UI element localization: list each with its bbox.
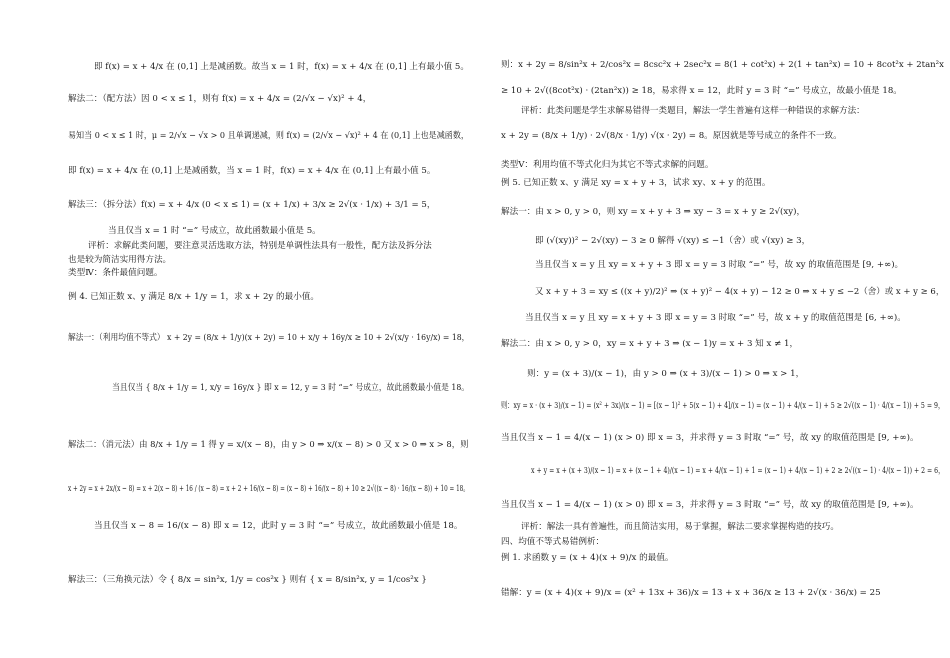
left-line-15: 当且仅当 x − 8 = 16/(x − 8) 即 x = 12，此时 y = 3 时 “=” 号成立，故此函数最小值是 18。 [94, 521, 463, 531]
left-line-10: 例 4. 已知正数 x、y 满足 8/x + 1/y = 1，求 x + 2y 的最小值。 [68, 292, 319, 302]
left-line-16: 解法三：（三角换元法）令 { 8/x = sin²x, 1/y = cos²x } 则有 { x = 8/sin²x, y = 1/cos²x } [68, 575, 427, 585]
right-line-5: 类型Ⅴ：利用均值不等式化归为其它不等式求解的问题。 [501, 160, 714, 170]
right-column [475, 0, 950, 658]
right-line-14: 则：xy = x · (x + 3)/(x − 1) = (x² + 3x)/(x − 1) = [(x − 1)² + 5(x − 1) + 4]/(x − 1) = (x − 1) + 4/(x − 1) + 5 ≥ 2√((x − 1) · 4/(x − 1)) + 5 = 9， [501, 401, 945, 411]
left-line-6: 当且仅当 x = 1 时 “=” 号成立，故此函数最小值是 5。 [108, 226, 321, 236]
right-line-4: x + 2y = (8/x + 1/y) · 2√(8/x · 1/y) √(x · 2y) = 8。原因就是等号成立的条件不一致。 [501, 131, 842, 141]
right-line-12: 解法二：由 x > 0, y > 0，xy = x + y + 3 ⇒ (x − 1)y = x + 3 知 x ≠ 1， [501, 339, 799, 349]
right-line-21: 错解：y = (x + 4)(x + 9)/x = (x² + 13x + 36)/x = 13 + x + 36/x ≥ 13 + 2√(x · 36/x) = 25 [501, 588, 881, 598]
right-line-1: 则：x + 2y = 8/sin²x + 2/cos²x = 8csc²x + 2sec²x = 8(1 + cot²x) + 2(1 + tan²x) = 10 + 8cot²x + 2tan²x [501, 60, 944, 70]
left-line-5: 解法三：（拆分法）f(x) = x + 4/x (0 < x ≤ 1) = (x + 1/x) + 3/x ≥ 2√(x · 1/x) + 3/1 = 5， [68, 200, 436, 210]
right-line-15: 当且仅当 x − 1 = 4/(x − 1) (x > 0) 即 x = 3，并求得 y = 3 时取 “=” 号，故 xy 的取值范围是 [9, +∞)。 [501, 433, 919, 443]
right-line-16: x + y = x + (x + 3)/(x − 1) = x + (x − 1 + 4)/(x − 1) = x + 4/(x − 1) + 1 = (x − 1) + 4/(x − 1) + 2 ≥ 2√((x − 1) · 4/(x − 1)) + 2 = 6， [531, 466, 945, 476]
left-line-2: 解法二：（配方法）因 0 < x ≤ 1，则有 f(x) = x + 4/x = (2/√x − √x)² + 4， [68, 94, 372, 104]
right-line-10: 又 x + y + 3 = xy ≤ ((x + y)/2)² ⇒ (x + y)² − 4(x + y) − 12 ≥ 0 ⇒ x + y ≤ −2（舍）或 x + y ≥ 6， [535, 287, 945, 297]
left-line-9: 类型Ⅳ：条件最值问题。 [68, 268, 163, 278]
right-line-18: 评析：解法一具有普遍性，而且简洁实用，易于掌握，解法二要求掌握构造的技巧。 [521, 522, 839, 532]
right-line-2: ≥ 10 + 2√((8cot²x) · (2tan²x)) ≥ 18，易求得 x = 12，此时 y = 3 时 “=” 号成立，故最小值是 18。 [501, 86, 902, 96]
right-line-17: 当且仅当 x − 1 = 4/(x − 1) (x > 0) 即 x = 3，并求得 y = 3 时取 “=” 号，故 xy 的取值范围是 [9, +∞)。 [501, 500, 919, 510]
right-line-20: 例 1. 求函数 y = (x + 4)(x + 9)/x 的最值。 [501, 553, 674, 563]
right-line-3: 评析：此类问题是学生求解易错得一类题目，解法一学生普遍有这样一种错误的求解方法： [521, 106, 865, 116]
left-line-13: 解法二：（消元法）由 8/x + 1/y = 1 得 y = x/(x − 8)，由 y > 0 ⇒ x/(x − 8) > 0 又 x > 0 ⇒ x > 8，则 [68, 440, 469, 450]
left-line-14: x + 2y = x + 2x/(x − 8) = x + 2(x − 8) + 16 / (x − 8) = x + 2 + 16/(x − 8) = (x − 8) + 16/(x − 8) + 10 ≥ 2√((x − 8) · 16/(x − 8)) + 10 = 18。 [68, 484, 469, 494]
left-line-12: 当且仅当 { 8/x + 1/y = 1, x/y = 16y/x } 即 x = 12, y = 3 时 “=” 号成立，故此函数最小值是 18。 [112, 383, 470, 393]
right-line-9: 当且仅当 x = y 且 xy = x + y + 3 即 x = y = 3 时取 “=” 号，故 xy 的取值范围是 [9, +∞)。 [535, 260, 904, 270]
right-line-19: 四、均值不等式易错例析： [501, 537, 605, 547]
left-line-8: 也是较为简洁实用得方法。 [68, 255, 172, 265]
right-line-11: 当且仅当 x = y 且 xy = x + y + 3 即 x = y = 3 时取 “=” 号，故 x + y 的取值范围是 [6, +∞)。 [525, 313, 906, 323]
left-line-1: 即 f(x) = x + 4/x 在 (0,1] 上是减函数。故当 x = 1 时，f(x) = x + 4/x 在 (0,1] 上有最小值 5。 [94, 62, 469, 72]
left-line-7: 评析：求解此类问题，要注意灵活选取方法，特别是单调性法具有一般性，配方法及拆分法 [88, 241, 432, 251]
left-line-4: 即 f(x) = x + 4/x 在 (0,1] 上是减函数，当 x = 1 时，f(x) = x + 4/x 在 (0,1] 上有最小值 5。 [68, 166, 436, 176]
right-line-6: 例 5. 已知正数 x、y 满足 xy = x + y + 3，试求 xy、x + y 的范围。 [501, 178, 771, 188]
right-line-7: 解法一：由 x > 0, y > 0，则 xy = x + y + 3 ⇒ xy − 3 = x + y ≥ 2√(xy)， [501, 207, 806, 217]
left-line-3: 易知当 0 < x ≤ 1 时，μ = 2/√x − √x > 0 且单调递减，则 f(x) = (2/√x − √x)² + 4 在 (0,1] 上也是减函数， [68, 131, 469, 141]
right-line-13: 则：y = (x + 3)/(x − 1)，由 y > 0 ⇒ (x + 3)/(x − 1) > 0 ⇒ x > 1， [527, 369, 805, 379]
right-line-8: 即 (√(xy))² − 2√(xy) − 3 ≥ 0 解得 √(xy) ≤ −1（舍）或 √(xy) ≥ 3， [535, 236, 811, 246]
left-line-11: 解法一：（利用均值不等式） x + 2y = (8/x + 1/y)(x + 2y) = 10 + x/y + 16y/x ≥ 10 + 2√(x/y · 16y/x) = 18， [68, 333, 470, 343]
